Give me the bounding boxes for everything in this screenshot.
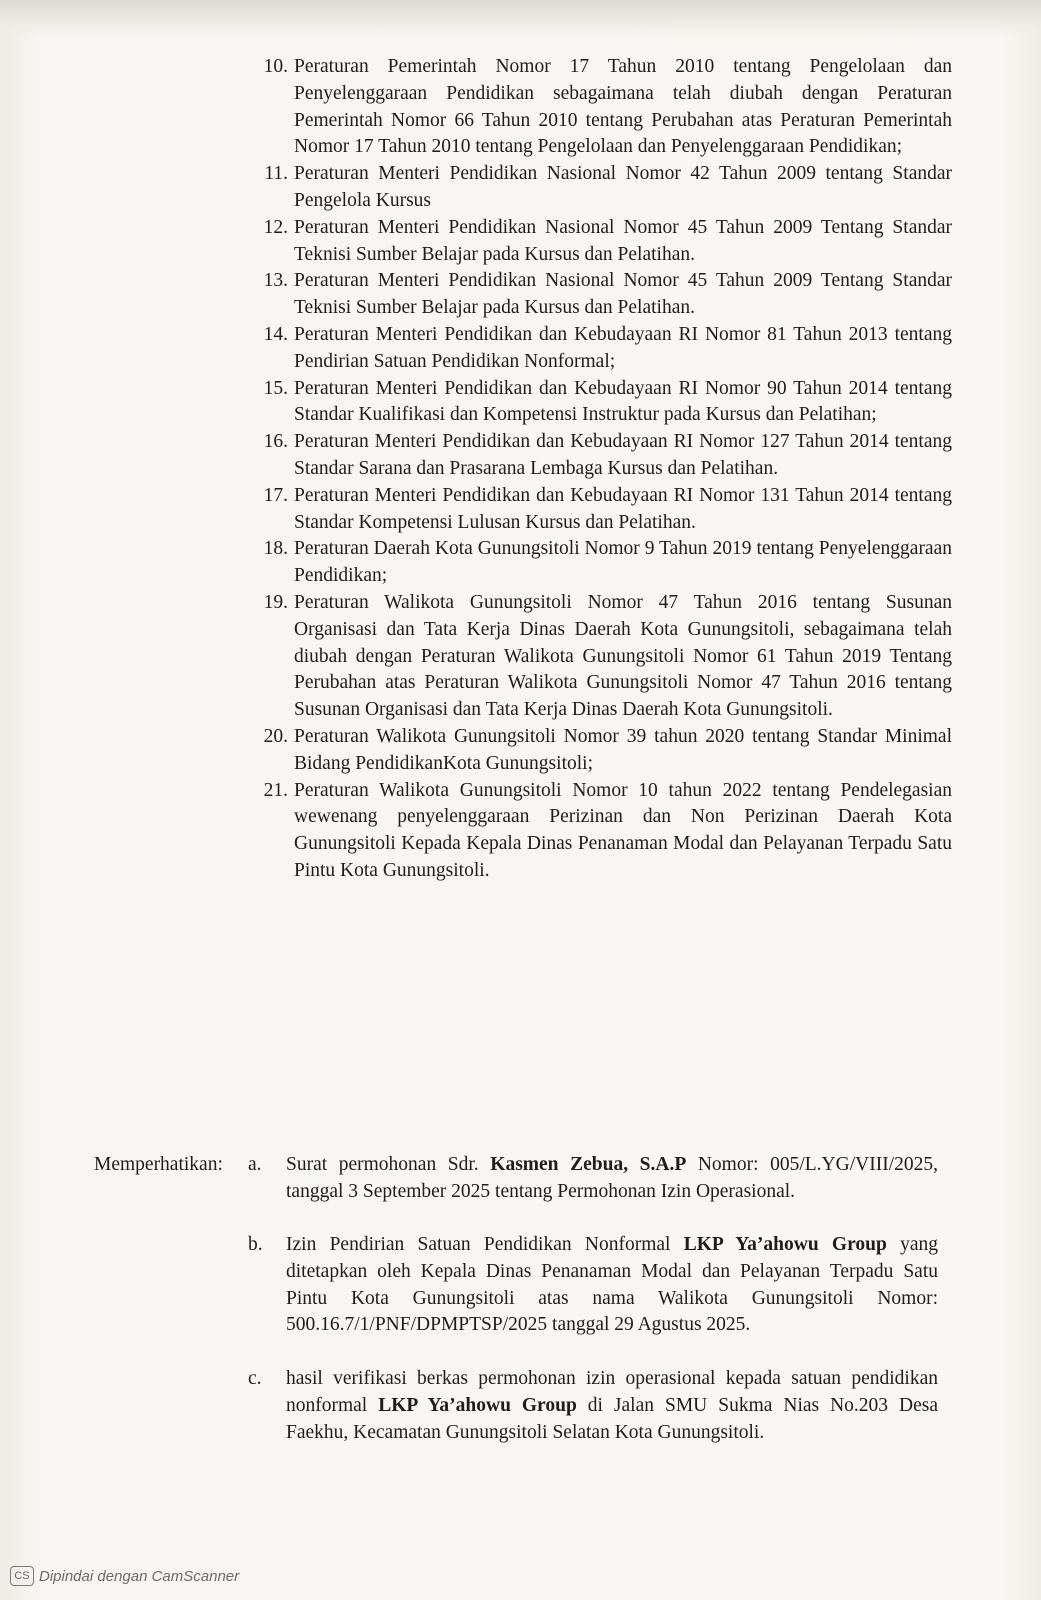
- item-number: 12.: [263, 216, 288, 238]
- item-text: Peraturan Daerah Kota Gunungsitoli Nomor 9 Tahun 2019 tentang Penyelenggaraan Pendidikan;: [294, 538, 952, 587]
- item-text: [286, 1152, 938, 1206]
- list-item: [252, 161, 952, 215]
- text-segment: Nomor: 005/L.YG/VIII/2025, tanggal 3 September 2025 tentang Permohonan Izin Operasional.: [286, 1154, 938, 1202]
- item-text: Peraturan Menteri Pendidikan dan Kebudayaan RI Nomor 90 Tahun 2014 tentang Standar Kualifikasi dan Kompetensi Instruktur pada Kursus dan Pelatihan;: [294, 377, 952, 426]
- list-item: [252, 429, 952, 483]
- regulation-list: [252, 54, 952, 885]
- item-number: 11.: [264, 163, 288, 185]
- item-number: 18.: [263, 538, 288, 560]
- list-item: [252, 483, 952, 537]
- item-text: Peraturan Menteri Pendidikan dan Kebudayaan RI Nomor 127 Tahun 2014 tentang Standar Sarana dan Prasarana Lembaga Kursus dan Pelatihan.: [294, 431, 952, 479]
- item-number: 19.: [263, 591, 288, 613]
- list-item: [252, 536, 952, 590]
- list-item: [252, 322, 952, 376]
- text-segment: hasil verifikasi berkas permohonan izin operasional kepada satuan pendidikan nonformal: [286, 1368, 938, 1416]
- item-number: 15.: [263, 377, 288, 399]
- list-item: [252, 724, 952, 778]
- item-text: Peraturan Menteri Pendidikan dan Kebudayaan RI Nomor 131 Tahun 2014 tentang Standar Kompetensi Lulusan Kursus dan Pelatihan.: [294, 484, 952, 533]
- item-text: Peraturan Pemerintah Nomor 17 Tahun 2010 tentang Pengelolaan dan Penyelenggaraan Pendidikan sebagaimana telah diubah dengan Peraturan Pemerintah Nomor 66 Tahun 2010 tentang Perubahan atas Peraturan Pemerintah Nomor 17 Tahun 2010 tentang Pengelolaan dan Penyelenggaraan Pendidikan;: [294, 56, 952, 158]
- item-text: Peraturan Menteri Pendidikan dan Kebudayaan RI Nomor 81 Tahun 2013 tentang Pendirian Satuan Pendidikan Nonformal;: [294, 323, 952, 372]
- institution-name: LKP Ya’ahowu Group: [378, 1394, 577, 1416]
- scanner-watermark: [10, 1566, 239, 1586]
- text-segment: di Jalan SMU Sukma Nias No.203 Desa Faekhu, Kecamatan Gunungsitoli Selatan Kota Gunungsitoli.: [286, 1394, 938, 1443]
- item-text: Peraturan Walikota Gunungsitoli Nomor 10 tahun 2022 tentang Pendelegasian wewenang penyelenggaraan Perizinan dan Non Perizinan Daerah Kota Gunungsitoli Kepada Kepala Dinas Penanaman Modal dan Pelayanan Terpadu Satu Pintu Kota Gunungsitoli.: [294, 779, 952, 881]
- list-item: [252, 268, 952, 322]
- item-number: 10.: [263, 56, 288, 77]
- applicant-name: Kasmen Zebua, S.A.P: [490, 1154, 687, 1175]
- item-text: [286, 1366, 938, 1446]
- text-segment: yang ditetapkan oleh Kepala Dinas Penanaman Modal dan Pelayanan Terpadu Satu Pintu Kota Gunungsitoli atas nama Walikota Gunungsitoli Nomor: 500.16.7/1/PNF/DPMPTSP/2025 tanggal 29 Agustus 2025.: [286, 1234, 938, 1336]
- item-letter: b.: [248, 1234, 263, 1255]
- item-number: 13.: [263, 270, 288, 292]
- considering-item-a: [248, 1152, 938, 1206]
- item-number: 14.: [263, 323, 288, 345]
- list-item: [252, 54, 952, 161]
- camscanner-logo-icon: CS: [10, 1566, 34, 1586]
- item-text: Peraturan Menteri Pendidikan Nasional Nomor 45 Tahun 2009 Tentang Standar Teknisi Sumber Belajar pada Kursus dan Pelatihan.: [294, 270, 952, 319]
- considering-item-b: [248, 1232, 938, 1339]
- watermark-text: Dipindai dengan CamScanner: [39, 1567, 240, 1585]
- item-text: Peraturan Menteri Pendidikan Nasional Nomor 45 Tahun 2009 Tentang Standar Teknisi Sumber Belajar pada Kursus dan Pelatihan.: [294, 216, 952, 265]
- list-item: [252, 778, 952, 885]
- item-text: Peraturan Walikota Gunungsitoli Nomor 39 tahun 2020 tentang Standar Minimal Bidang PendidikanKota Gunungsitoli;: [294, 725, 952, 774]
- item-number: 16.: [263, 431, 288, 453]
- text-segment: Izin Pendirian Satuan Pendidikan Nonformal: [286, 1234, 684, 1255]
- considering-label: Memperhatikan:: [94, 1154, 223, 1175]
- item-text: Peraturan Walikota Gunungsitoli Nomor 47 Tahun 2016 tentang Susunan Organisasi dan Tata Kerja Dinas Daerah Kota Gunungsitoli, sebagaimana telah diubah dengan Peraturan Walikota Gunungsitoli Nomor 61 Tahun 2019 Tentang Perubahan atas Peraturan Walikota Gunungsitoli Nomor 47 Tahun 2016 tentang Susunan Organisasi dan Tata Kerja Dinas Daerah Kota Gunungsitoli.: [294, 591, 952, 721]
- item-text: [286, 1232, 938, 1339]
- item-letter: a.: [248, 1154, 262, 1175]
- list-item: [252, 590, 952, 724]
- list-item: [252, 215, 952, 269]
- item-text: Peraturan Menteri Pendidikan Nasional Nomor 42 Tahun 2009 tentang Standar Pengelola Kursus: [294, 163, 952, 211]
- page-top-edge: [0, 0, 1041, 38]
- item-letter: c.: [248, 1368, 262, 1389]
- considering-item-c: [248, 1366, 938, 1446]
- item-number: 17.: [263, 484, 288, 506]
- list-item: [252, 376, 952, 430]
- item-number: 21.: [263, 779, 288, 801]
- item-number: 20.: [263, 725, 288, 747]
- institution-name: LKP Ya’ahowu Group: [683, 1234, 887, 1255]
- text-segment: Surat permohonan Sdr.: [286, 1154, 491, 1175]
